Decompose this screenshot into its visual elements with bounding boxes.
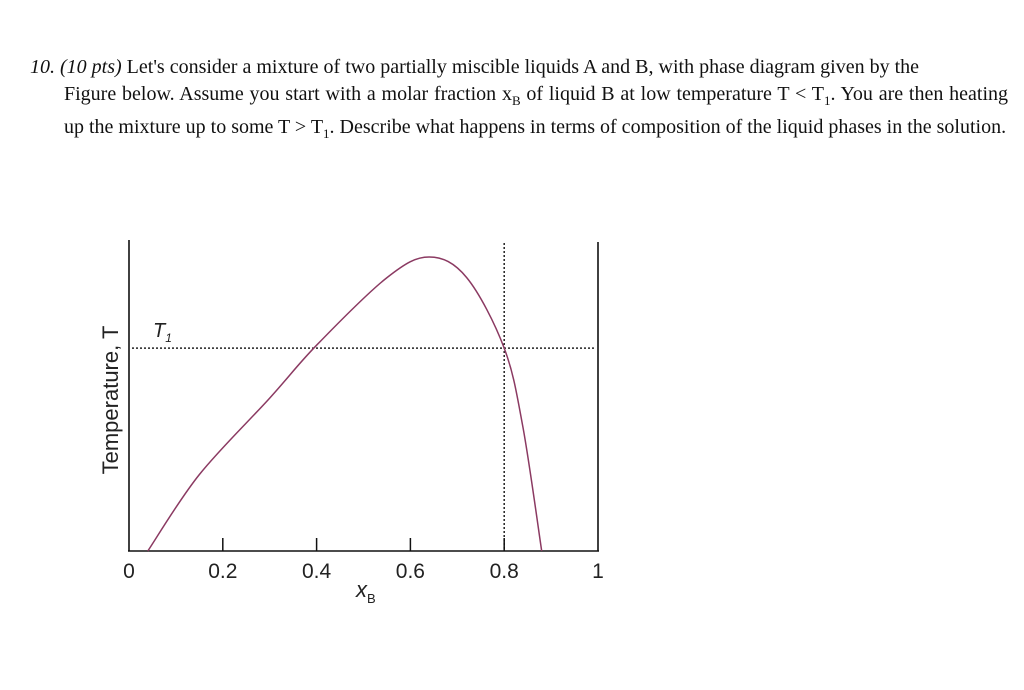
x-tick-label: 0.2 xyxy=(208,560,238,583)
t1-label xyxy=(153,320,172,345)
t1-subscript-1: 1 xyxy=(823,93,831,108)
xb-symbol: x xyxy=(501,83,512,105)
x-tick-label: 1 xyxy=(592,560,604,583)
x-axis-label-sub: B xyxy=(367,591,376,606)
question-rest-a: Figure below. Assume you start with a molar fraction xyxy=(64,83,502,105)
question-rest-d: . Describe what happens in terms of composition of the liquid phases in the solution. xyxy=(329,116,1007,138)
x-tick-label: 0.4 xyxy=(301,560,332,583)
question-rest-b: of liquid B at low temperature T < T xyxy=(520,83,824,105)
question-line-1: Let's consider a mixture of two partially miscible liquids A and B, with phase diagram given by the xyxy=(126,56,920,78)
t1-label-sub: 1 xyxy=(165,331,172,345)
x-tick-label: 0 xyxy=(123,560,135,583)
x-tick-label: 0.8 xyxy=(489,560,519,583)
coexistence-curve xyxy=(148,257,542,551)
question-points: (10 pts) xyxy=(60,56,122,78)
x-tick-label: 0.6 xyxy=(395,560,426,583)
y-axis-label: Temperature, T xyxy=(98,325,123,475)
t1-subscript-2: 1 xyxy=(323,126,330,141)
question-rest-c: . You are then heating up the mixture up to some T > T xyxy=(64,83,1009,138)
question-number: 10. xyxy=(30,56,55,78)
xb-subscript: B xyxy=(511,93,521,108)
x-axis-label xyxy=(355,577,376,606)
t1-label-main: T xyxy=(153,320,166,342)
x-axis-label-main: x xyxy=(356,577,367,602)
